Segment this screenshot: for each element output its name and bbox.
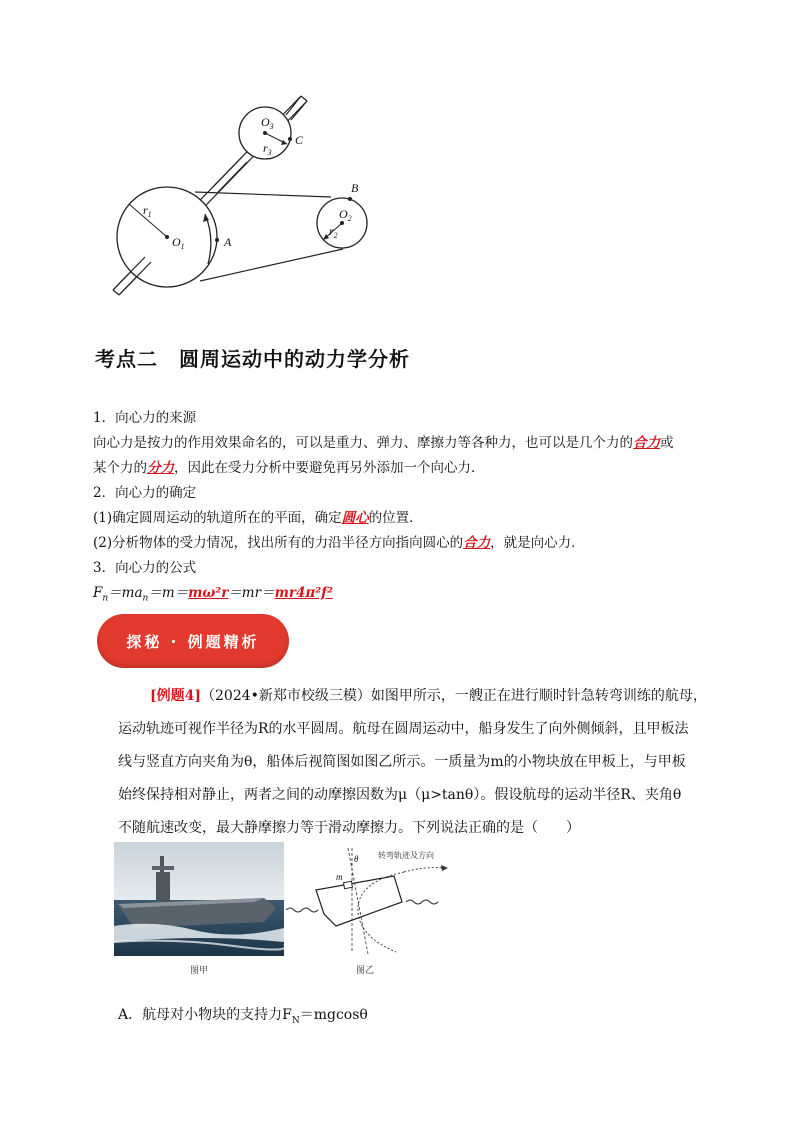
point-c xyxy=(288,137,292,141)
item2-line2: (2)分析物体的受力情况，找出所有的力沿半径方向指向圆心的合力，就是向心力． xyxy=(93,535,585,551)
example-line5: 不随航速改变，最大静摩擦力等于滑动摩擦力。下列说法正确的是（ ） xyxy=(118,820,580,836)
section-heading: 考点二 圆周运动中的动力学分析 xyxy=(95,347,410,371)
item3-title: 3．向心力的公式 xyxy=(93,560,197,576)
item1-line2: 某个力的分力，因此在受力分析中要避免再另外添加一个向心力． xyxy=(93,460,485,476)
option-a: A．航母对小物块的支持力$F_N=mgcos\theta$ xyxy=(118,1007,368,1026)
label-m: m xyxy=(336,872,343,882)
example-line1: [例题4]（2024•新郑市校级三模）如图甲所示，一艘正在进行顺时针急转弯训练的航母， xyxy=(150,688,707,704)
label-r1: $r_1$ xyxy=(143,203,152,219)
label-o3: $O_3$ xyxy=(261,115,274,131)
point-a xyxy=(215,238,219,242)
example-banner: 探秘 · 例题精析 xyxy=(97,614,289,668)
point-o3 xyxy=(263,131,267,135)
centripetal-formula: $F_n=ma_n=m=m\omega^2r=mr=mr4\pi^2f^2$ xyxy=(93,585,333,604)
figure-yi-caption: 图乙 xyxy=(356,966,375,976)
example-line4: 始终保持相对静止，两者之间的动摩擦因数为μ（μ>tanθ）。假设航母的运动半径R、夹角θ xyxy=(118,787,682,803)
example-line2: 运动轨迹可视作半径为R的水平圆周。航母在圆周运动中，船身发生了向外侧倾斜，且甲板法 xyxy=(118,721,689,737)
point-o1 xyxy=(165,235,169,239)
item1-title: 1．向心力的来源 xyxy=(93,410,197,426)
label-b: B xyxy=(351,181,359,195)
label-c: C xyxy=(295,133,304,147)
carrier-photo xyxy=(114,842,284,956)
label-o2: $O_2$ xyxy=(339,207,352,223)
label-o1: $O_1$ xyxy=(172,235,185,251)
point-o2 xyxy=(340,221,344,225)
label-a: A xyxy=(224,235,232,249)
point-b xyxy=(348,197,352,201)
item2-title: 2．向心力的确定 xyxy=(93,485,197,501)
pulley-diagram xyxy=(105,88,385,303)
trajectory-label: 转弯轨迹及方向 xyxy=(378,851,434,860)
example-line3: 线与竖直方向夹角为θ，船体后视简图如图乙所示。一质量为m的小物块放在甲板上，与甲板 xyxy=(118,754,686,770)
label-r2: $r_2$ xyxy=(329,224,338,240)
small-block xyxy=(344,881,353,888)
item1-line1: 向心力是按力的作用效果命名的，可以是重力、弹力、摩擦力等各种力，也可以是几个力的合力或 xyxy=(93,435,674,451)
label-theta: θ xyxy=(354,854,359,864)
ship-rear-view-diagram xyxy=(286,842,476,957)
item2-line1: (1)确定圆周运动的轨道所在的平面，确定圆心的位置． xyxy=(93,510,423,526)
example-tag: [例题4] xyxy=(150,688,201,704)
label-r3: $r_3$ xyxy=(263,141,272,157)
figure-jia-caption: 图甲 xyxy=(190,966,209,976)
